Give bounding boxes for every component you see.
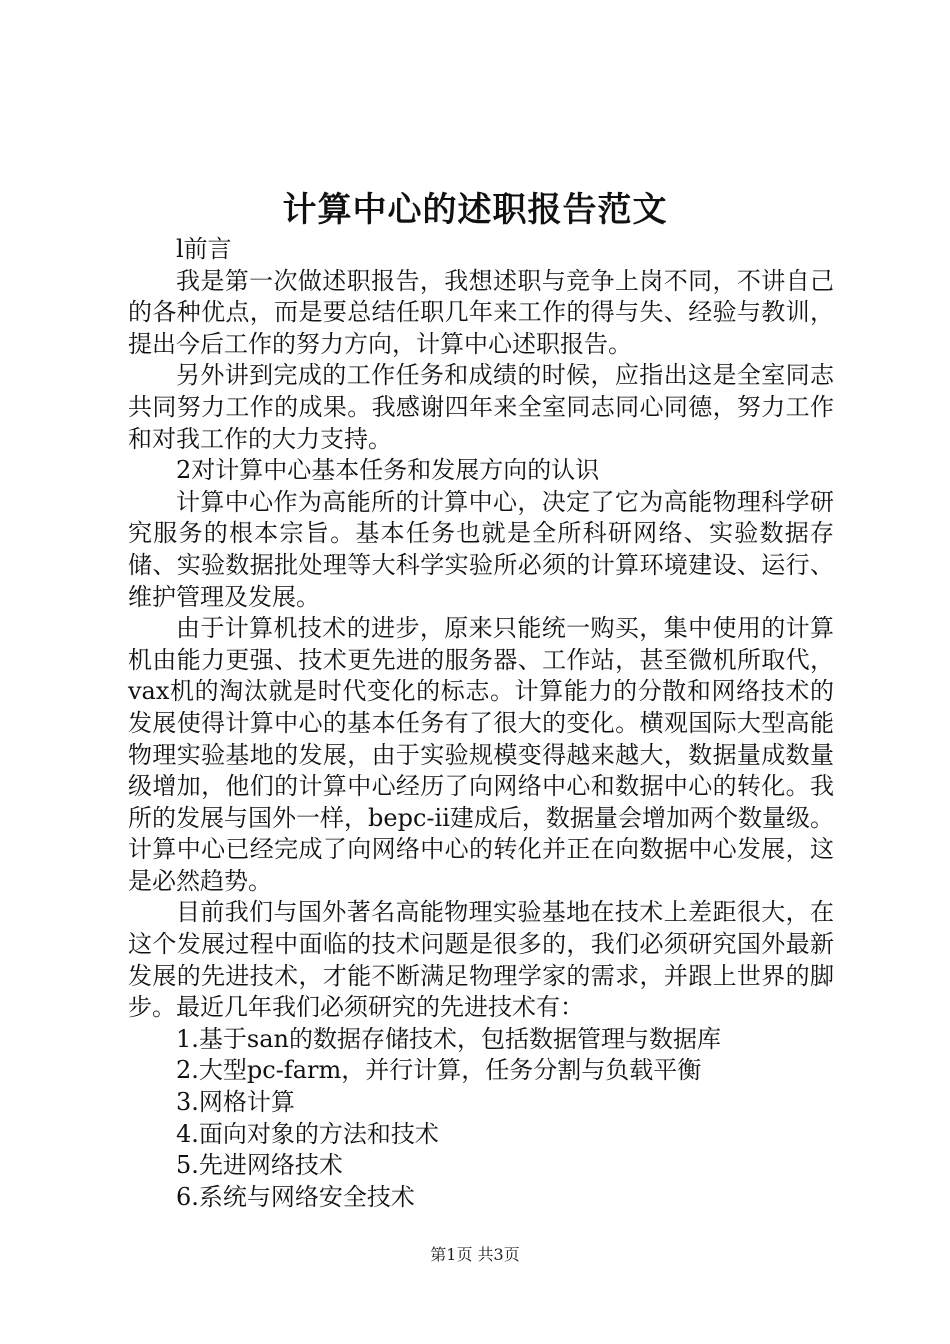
- paragraph: 由于计算机技术的进步，原来只能统一购买，集中使用的计算机由能力更强、技术更先进的服务器、工作站，甚至微机所取代，vax机的淘汰就是时代变化的标志。计算能力的分散和网络技术的发展使得计算中心的基本任务有了很大的变化。横观国际大型高能物理实验基地的发展，由于实验规模变得越来越大，数据量成数量级增加，他们的计算中心经历了向网络中心和数据中心的转化。我所的发展与国外一样，bepc-ii建成后，数据量会增加两个数量级。计算中心已经完成了向网络中心的转化并正在向数据中心发展，这是必然趋势。: [128, 614, 834, 895]
- list-item: 2.大型pc-farm，并行计算，任务分割与负载平衡: [176, 1056, 702, 1085]
- paragraph: 另外讲到完成的工作任务和成绩的时候，应指出这是全室同志共同努力工作的成果。我感谢四年来全室同志同心同德，努力工作和对我工作的大力支持。: [128, 361, 834, 453]
- document-title: 计算中心的述职报告范文: [282, 190, 668, 230]
- paragraph: 计算中心作为高能所的计算中心，决定了它为高能物理科学研究服务的根本宗旨。基本任务也就是全所科研网络、实验数据存储、实验数据批处理等大科学实验所必须的计算环境建设、运行、维护管理及发展。: [128, 487, 834, 611]
- list-item: 1.基于san的数据存储技术，包括数据管理与数据库: [176, 1024, 721, 1053]
- list-item: 6.系统与网络安全技术: [176, 1182, 415, 1211]
- section-heading-preface: l前言: [176, 235, 232, 263]
- list-item: 3.网格计算: [176, 1088, 295, 1117]
- paragraph: 目前我们与国外著名高能物理实验基地在技术上差距很大，在这个发展过程中面临的技术问题是很多的，我们必须研究国外最新发展的先进技术，才能不断满足物理学家的需求，并跟上世界的脚步。最近几年我们必须研究的先进技术有：: [128, 898, 834, 1022]
- page-footer: 第1页 共3页: [430, 1245, 520, 1264]
- list-item: 4.面向对象的方法和技术: [176, 1119, 439, 1148]
- paragraph: 我是第一次做述职报告，我想述职与竞争上岗不同，不讲自己的各种优点，而是要总结任职几年来工作的得与失、经验与教训，提出今后工作的努力方向，计算中心述职报告。: [128, 266, 834, 358]
- list-item: 5.先进网络技术: [176, 1151, 343, 1180]
- document-body: [128, 234, 834, 1213]
- section-heading-tasks: 2对计算中心基本任务和发展方向的认识: [176, 456, 600, 485]
